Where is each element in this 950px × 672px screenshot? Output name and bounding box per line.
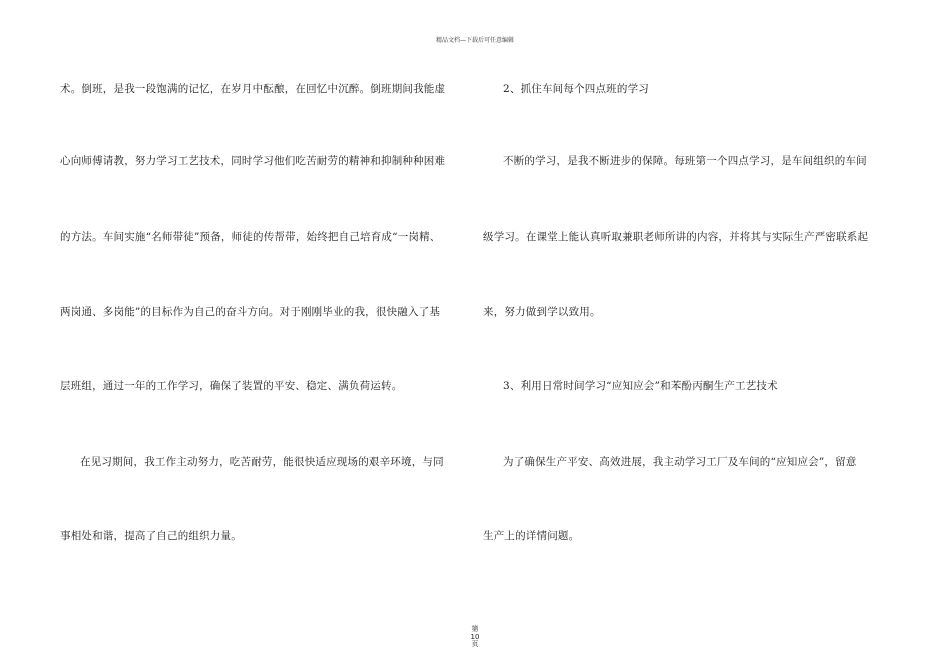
paragraph-line: 术。倒班，是我一段饱满的记忆，在岁月中酝酿，在回忆中沉醉。倒班期间我能虚 <box>60 83 446 95</box>
paragraph-line: 级学习。在课堂上能认真听取兼职老师所讲的内容，并将其与实际生产严密联系起 <box>483 231 869 243</box>
section-heading: 3、利用日常时间学习“应知应会”和苯酚丙酮生产工艺技术 <box>503 380 778 392</box>
paragraph-line: 在见习期间，我工作主动努力，吃苦耐劳，能很快适应现场的艰辛环境，与同 <box>80 456 444 468</box>
paragraph-line: 为了确保生产平安、高效进展，我主动学习工厂及车间的“应知应会”，留意 <box>503 456 857 468</box>
paragraph-line: 的方法。车间实施“名师带徒”预备，师徒的传帮带，始终把自己培育成“一岗精、 <box>60 231 441 243</box>
page-footer <box>0 626 950 649</box>
page-number: 10 <box>470 632 480 641</box>
section-heading: 2、抓住车间每个四点班的学习 <box>503 83 649 95</box>
paragraph-line: 来，努力做到学以致用。 <box>483 306 601 318</box>
paragraph-line: 心向师傅请教，努力学习工艺技术，同时学习他们吃苦耐劳的精神和抑制种种困难 <box>60 155 446 167</box>
page-label-prefix: 第 <box>471 625 479 633</box>
paragraph-line: 层班组，通过一年的工作学习，确保了装置的平安、稳定、满负荷运转。 <box>60 380 403 392</box>
paragraph-line: 事相处和谐，提高了自己的组织力量。 <box>60 530 242 542</box>
paragraph-line: 生产上的详情问题。 <box>483 530 580 542</box>
page-header: 精品文档—下载后可任意编辑 <box>435 37 514 44</box>
paragraph-line: 两岗通、多岗能”的目标作为自己的奋斗方向。对于刚刚毕业的我，很快融入了基 <box>60 306 441 318</box>
page-label-suffix: 页 <box>471 640 479 648</box>
paragraph-line: 不断的学习，是我不断进步的保障。每班第一个四点学习，是车间组织的车间 <box>503 155 867 167</box>
